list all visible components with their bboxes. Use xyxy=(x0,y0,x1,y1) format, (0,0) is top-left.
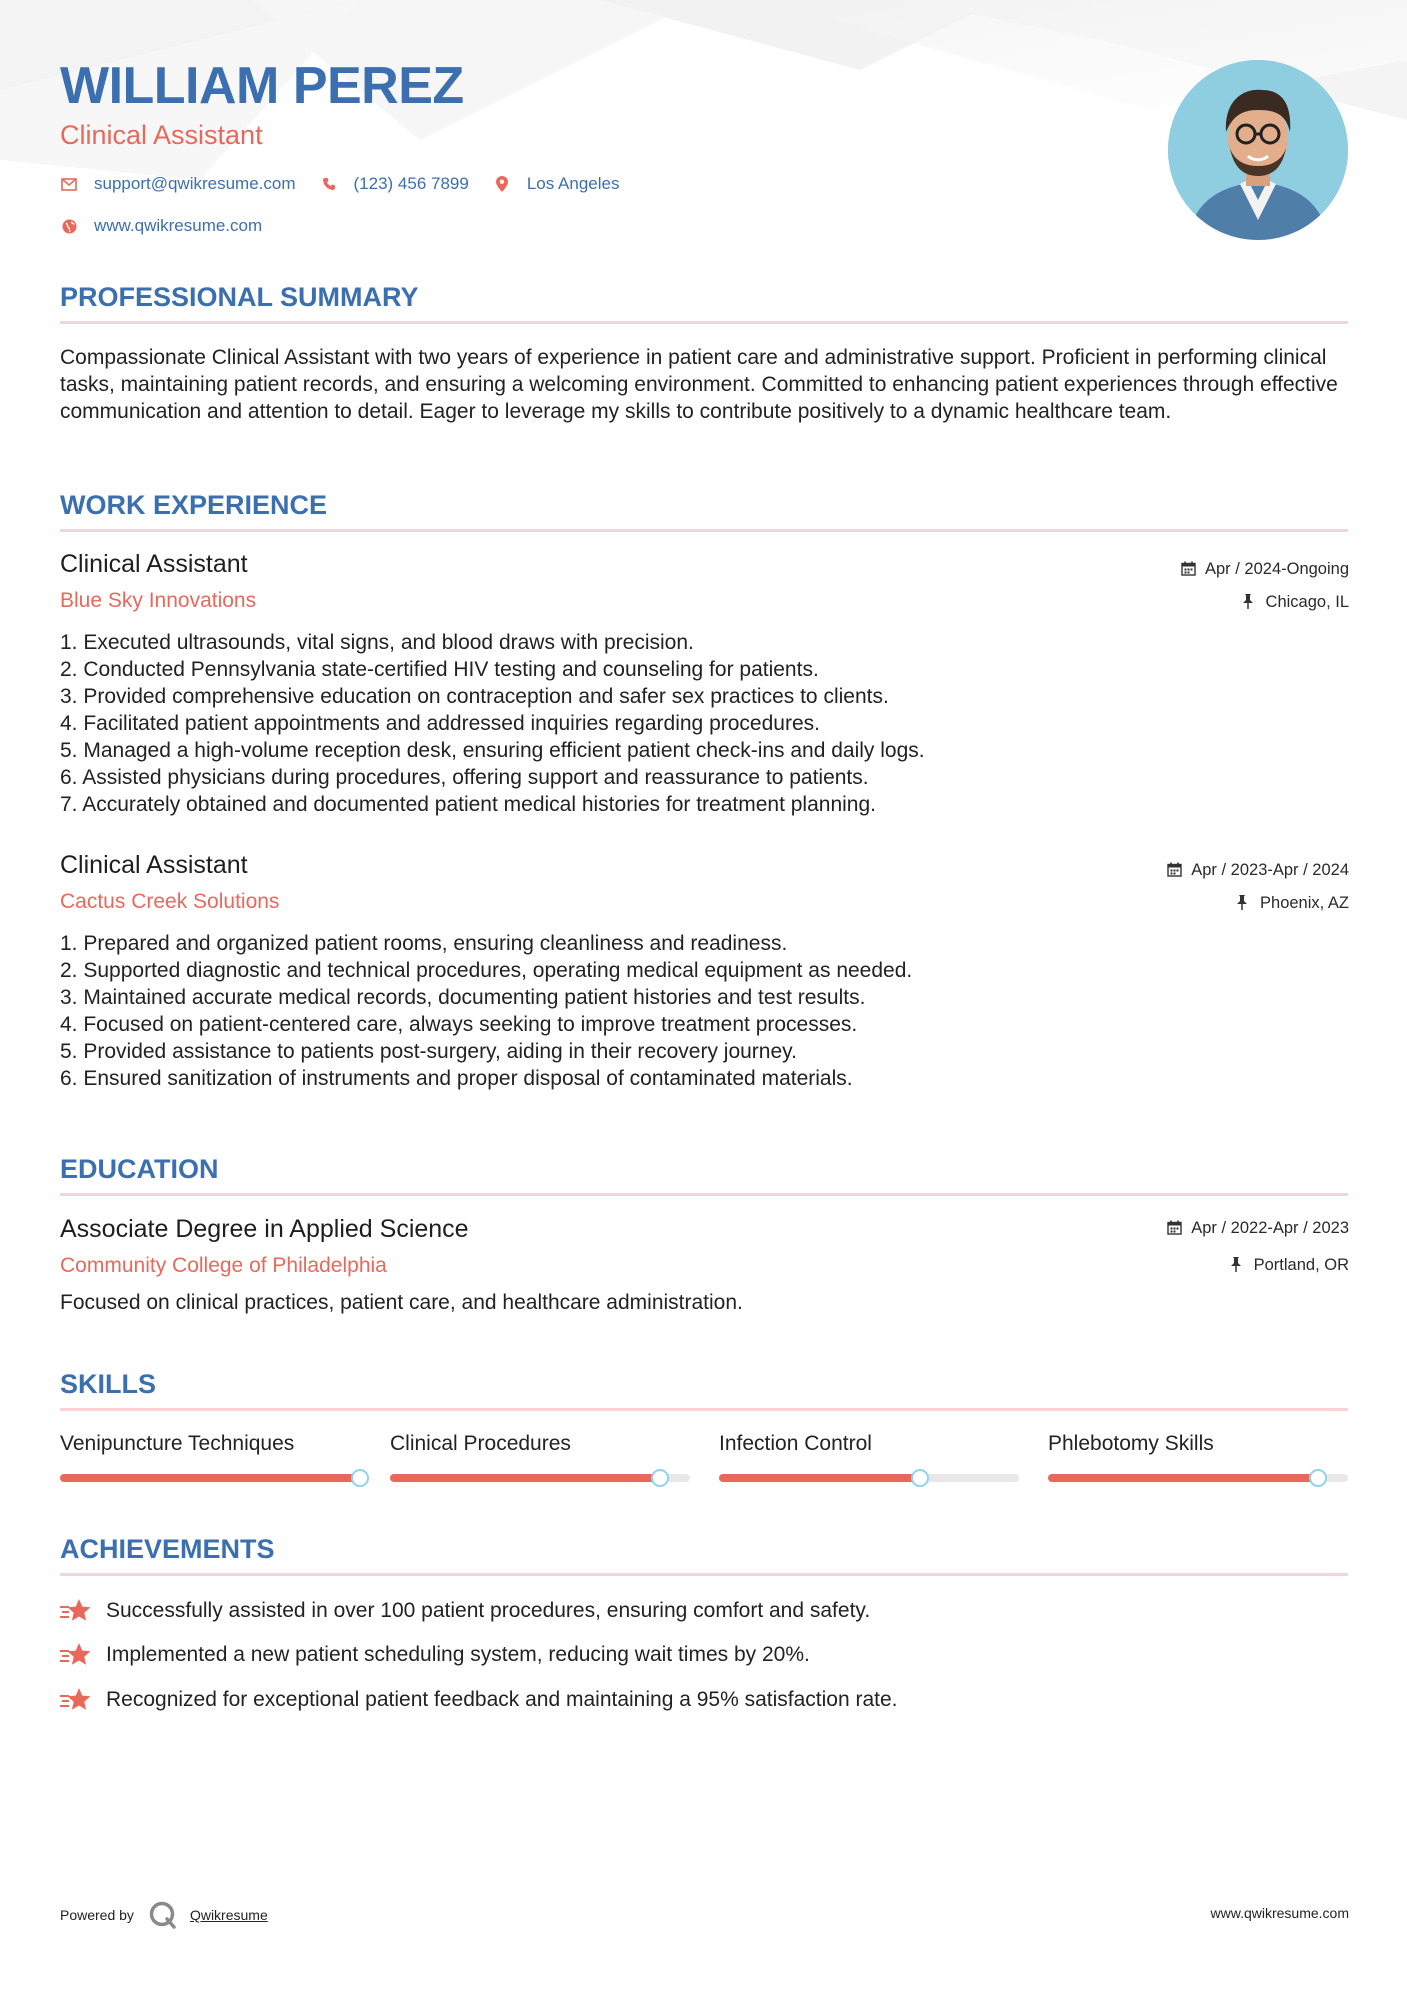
summary-text: Compassionate Clinical Assistant with two years of experience in patient care and administrative support. Proficient in performing clinical tasks, maintaining patient records, and ensuring a welcoming environment. Committed to enhancing patient experiences through effective communication and attention to detail. Eager to leverage my skills to contribute positively to a dynamic healthcare team. xyxy=(60,346,1338,423)
job-location xyxy=(1242,591,1349,613)
job-dates xyxy=(1167,859,1349,881)
skill-label: Venipuncture Techniques xyxy=(60,1432,295,1455)
phone-text: (123) 456 7899 xyxy=(353,174,469,193)
list-item: 3. Maintained accurate medical records, documenting patient histories and test results. xyxy=(60,986,866,1009)
phone-icon xyxy=(320,175,338,193)
job-location-text: Phoenix, AZ xyxy=(1260,894,1349,912)
list-item: 5. Provided assistance to patients post-surgery, aiding in their recovery journey. xyxy=(60,1040,797,1063)
skill-meter-fill xyxy=(1048,1474,1318,1482)
degree-title: Associate Degree in Applied Science xyxy=(60,1215,469,1243)
section-divider xyxy=(60,1573,1348,1576)
list-item: 6. Assisted physicians during procedures, offering support and reassurance to patients. xyxy=(60,766,869,789)
list-item: 4. Focused on patient-centered care, always seeking to improve treatment processes. xyxy=(60,1013,858,1036)
list-item: 7. Accurately obtained and documented patient medical histories for treatment planning. xyxy=(60,793,876,816)
section-title-achievements: ACHIEVEMENTS xyxy=(60,1534,275,1564)
list-item: 3. Provided comprehensive education on contraception and safer sex practices to clients. xyxy=(60,685,889,708)
skill-meter-knob xyxy=(911,1469,929,1487)
job-dates xyxy=(1181,558,1349,580)
profile-photo xyxy=(1168,60,1348,240)
job-title: Clinical Assistant xyxy=(60,851,248,879)
skill-meter-fill xyxy=(390,1474,660,1482)
skill-meter-knob xyxy=(1309,1469,1327,1487)
section-title-summary: PROFESSIONAL SUMMARY xyxy=(60,282,419,312)
skill-meter-track xyxy=(1048,1474,1348,1482)
map-pin-icon xyxy=(493,175,511,193)
achievement-item xyxy=(60,1641,810,1668)
skill-meter-track xyxy=(60,1474,360,1482)
contact-row-2 xyxy=(60,216,286,236)
achievement-text: Successfully assisted in over 100 patient procedures, ensuring comfort and safety. xyxy=(106,1599,871,1622)
skill-meter-knob xyxy=(351,1469,369,1487)
section-divider xyxy=(60,529,1348,532)
website-text: www.qwikresume.com xyxy=(94,216,263,235)
calendar-icon xyxy=(1167,1220,1183,1236)
school-name: Community College of Philadelphia xyxy=(60,1254,387,1277)
candidate-name: WILLIAM PEREZ xyxy=(60,57,464,115)
skill-item xyxy=(60,1430,360,1458)
location-text: Los Angeles xyxy=(526,174,620,193)
email-text: support@qwikresume.com xyxy=(94,174,296,193)
section-title-experience: WORK EXPERIENCE xyxy=(60,490,328,520)
skill-meter-fill xyxy=(719,1474,920,1482)
skill-label: Infection Control xyxy=(719,1432,872,1455)
job-title: Clinical Assistant xyxy=(60,550,248,578)
education-location xyxy=(1230,1254,1349,1276)
calendar-icon xyxy=(1181,561,1197,577)
envelope-icon xyxy=(60,175,78,193)
job-company: Cactus Creek Solutions xyxy=(60,890,280,913)
job-bullet-list xyxy=(60,930,1260,1092)
skill-meter-track xyxy=(390,1474,690,1482)
job-location-text: Chicago, IL xyxy=(1265,593,1349,611)
star-icon xyxy=(60,1642,92,1668)
skill-item xyxy=(1048,1430,1348,1458)
qwikresume-link[interactable]: Qwikresume xyxy=(189,1907,268,1923)
education-description: Focused on clinical practices, patient care, and healthcare administration. xyxy=(60,1291,743,1314)
job-dates-text: Apr / 2023-Apr / 2024 xyxy=(1191,861,1349,879)
achievement-text: Recognized for exceptional patient feedback and maintaining a 95% satisfaction rate. xyxy=(106,1688,898,1711)
skill-label: Clinical Procedures xyxy=(390,1432,571,1455)
skill-item xyxy=(719,1430,1019,1458)
job-bullet-list xyxy=(60,629,1260,818)
list-item: 6. Ensured sanitization of instruments and proper disposal of contaminated materials. xyxy=(60,1067,853,1090)
calendar-icon xyxy=(1167,862,1183,878)
section-title-skills: SKILLS xyxy=(60,1369,157,1399)
section-divider xyxy=(60,321,1348,324)
skill-meter-fill xyxy=(60,1474,360,1482)
section-divider xyxy=(60,1408,1348,1411)
globe-icon xyxy=(60,217,78,235)
candidate-title: Clinical Assistant xyxy=(60,120,263,150)
list-item: 1. Prepared and organized patient rooms, ensuring cleanliness and readiness. xyxy=(60,932,788,955)
footer-website[interactable]: www.qwikresume.com xyxy=(1210,1905,1349,1921)
job-location xyxy=(1236,892,1349,914)
footer-powered-by xyxy=(60,1900,268,1930)
skill-meter-track xyxy=(719,1474,1019,1482)
contact-location xyxy=(493,174,620,194)
pushpin-icon xyxy=(1230,1257,1246,1273)
section-title-education: EDUCATION xyxy=(60,1154,219,1184)
skill-item xyxy=(390,1430,690,1458)
achievement-item xyxy=(60,1597,870,1624)
education-location-text: Portland, OR xyxy=(1253,1256,1349,1274)
list-item: 5. Managed a high-volume reception desk, ensuring efficient patient check-ins and daily logs. xyxy=(60,739,925,762)
contact-phone[interactable] xyxy=(320,174,469,194)
powered-by-label: Powered by xyxy=(60,1907,134,1923)
skill-label: Phlebotomy Skills xyxy=(1048,1432,1214,1455)
contact-row-1 xyxy=(60,174,643,194)
job-dates-text: Apr / 2024-Ongoing xyxy=(1204,560,1349,578)
achievement-item xyxy=(60,1686,898,1713)
list-item: 4. Facilitated patient appointments and addressed inquiries regarding procedures. xyxy=(60,712,820,735)
education-dates xyxy=(1167,1217,1349,1239)
pushpin-icon xyxy=(1242,594,1258,610)
contact-website[interactable] xyxy=(60,216,262,236)
contact-email[interactable] xyxy=(60,174,296,194)
job-company: Blue Sky Innovations xyxy=(60,589,257,612)
list-item: 2. Conducted Pennsylvania state-certified HIV testing and counseling for patients. xyxy=(60,658,819,681)
star-icon xyxy=(60,1687,92,1713)
education-dates-text: Apr / 2022-Apr / 2023 xyxy=(1191,1219,1349,1237)
pushpin-icon xyxy=(1236,895,1252,911)
qwikresume-logo-icon xyxy=(148,1900,178,1930)
star-icon xyxy=(60,1598,92,1624)
skill-meter-knob xyxy=(651,1469,669,1487)
list-item: 2. Supported diagnostic and technical procedures, operating medical equipment as needed. xyxy=(60,959,913,982)
list-item: 1. Executed ultrasounds, vital signs, and blood draws with precision. xyxy=(60,631,694,654)
achievement-text: Implemented a new patient scheduling system, reducing wait times by 20%. xyxy=(106,1643,810,1666)
section-divider xyxy=(60,1193,1348,1196)
